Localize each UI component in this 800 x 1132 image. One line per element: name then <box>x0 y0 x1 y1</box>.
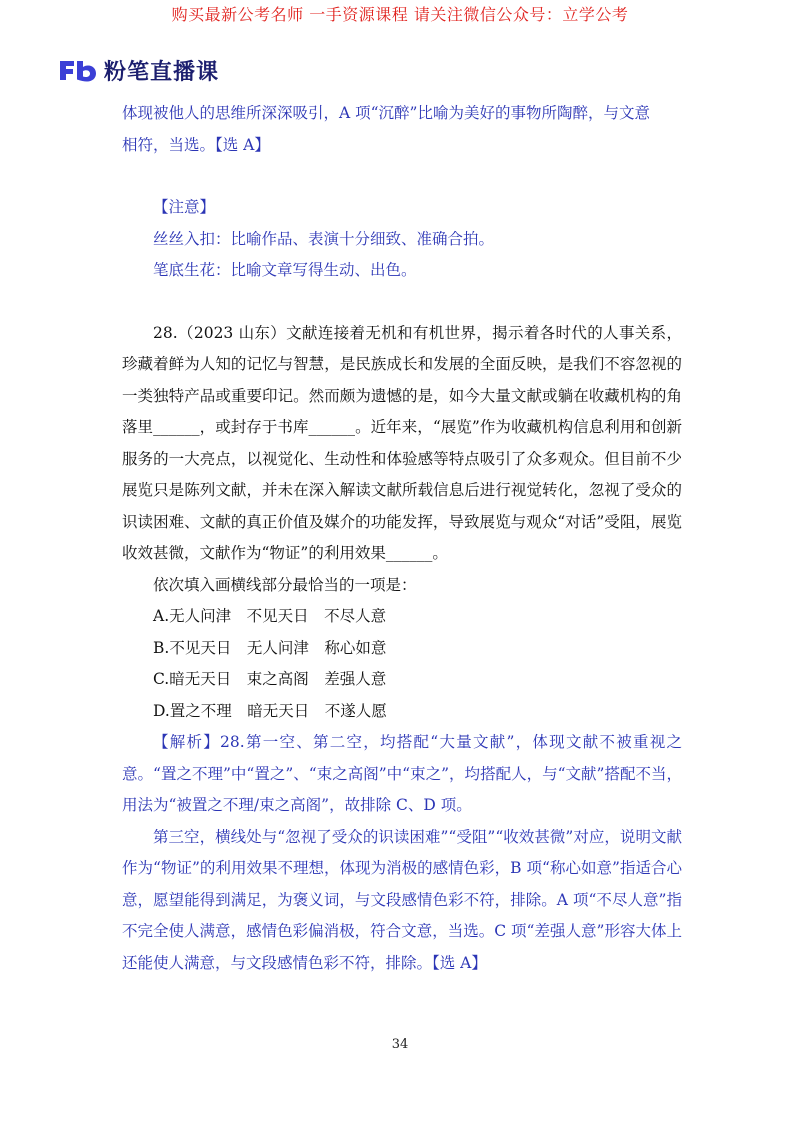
prev-answer-line1: 体现被他人的思维所深深吸引，A 项“沉醉”比喻为美好的事物所陶醉，与文意 <box>122 104 650 122</box>
option-c: C.暗无天日 束之高阁 差强人意 <box>153 670 387 688</box>
page-number: 34 <box>391 1037 409 1052</box>
analysis-paragraph: 【解析】28.第一空、第二空，均搭配“大量文献”，体现文献不被重视之意。“置之不理”中“置之”、“束之高阁”中“束之”，均搭配人，与“文献”搭配不当，用法为“被置之不理/束之高阁”，故排除 C、D 项。 <box>122 733 682 814</box>
note-heading: 【注意】 <box>153 198 216 216</box>
option-b: B.不见天日 无人问津 称心如意 <box>153 638 387 657</box>
question-prompt: 依次填入画横线部分最恰当的一项是： <box>153 575 417 594</box>
note-item: 丝丝入扣：比喻作品、表演十分细致、准确合拍。 <box>153 229 495 248</box>
watermark-banner: 购买最新公考名师 一手资源课程 请关注微信公众号：立学公考 <box>171 5 629 24</box>
document-body <box>122 98 682 979</box>
question-text: 28.（2023 山东）文献连接着无机和有机世界，揭示着各时代的人事关系，珍藏着鲜为人知的记忆与智慧，是民族成长和发展的全面反映，是我们不容忽视的一类独特产品或重要印记。然而颇为遗憾的是，如今大量文献或躺在收藏机构的角落里______，或封存于书库______。近年来，“展览”作为收藏机构信息利用和创新服务的一大亮点，以视觉化、生动性和体验感等特点吸引了众多观众。但目前不少展览只是陈列文献，并未在深入解读文献所载信息后进行视觉转化，忽视了受众的识读困难、文献的真正价值及媒介的功能发挥，导致展览与观众“对话”受阻，展览收效甚微，文献作为“物证”的利用效果______。 <box>122 323 682 562</box>
option-a: A.无人问津 不见天日 不尽人意 <box>153 607 387 625</box>
analysis-paragraph: 第三空，横线处与“忽视了受众的识读困难”“受阻”“收效甚微”对应，说明文献作为“物证”的利用效果不理想，体现为消极的感情色彩，B 项“称心如意”指适合心意，愿望能得到满足，为褒义词，与文段感情色彩不符，排除。A 项“不尽人意”指不完全使人满意，感情色彩偏消极，符合文意，当选。C 项“差强人意”形容大体上还能使人满意，与文段感情色彩不符，排除。【选 A】 <box>122 827 682 972</box>
brand-logo <box>58 56 219 84</box>
fb-logo-icon <box>58 58 98 82</box>
prev-answer-line2: 相符，当选。【选 A】 <box>122 135 270 154</box>
note-item: 笔底生花：比喻文章写得生动、出色。 <box>153 261 417 279</box>
brand-name: 粉笔直播课 <box>104 59 220 85</box>
option-d: D.置之不理 暗无天日 不遂人愿 <box>153 701 387 720</box>
